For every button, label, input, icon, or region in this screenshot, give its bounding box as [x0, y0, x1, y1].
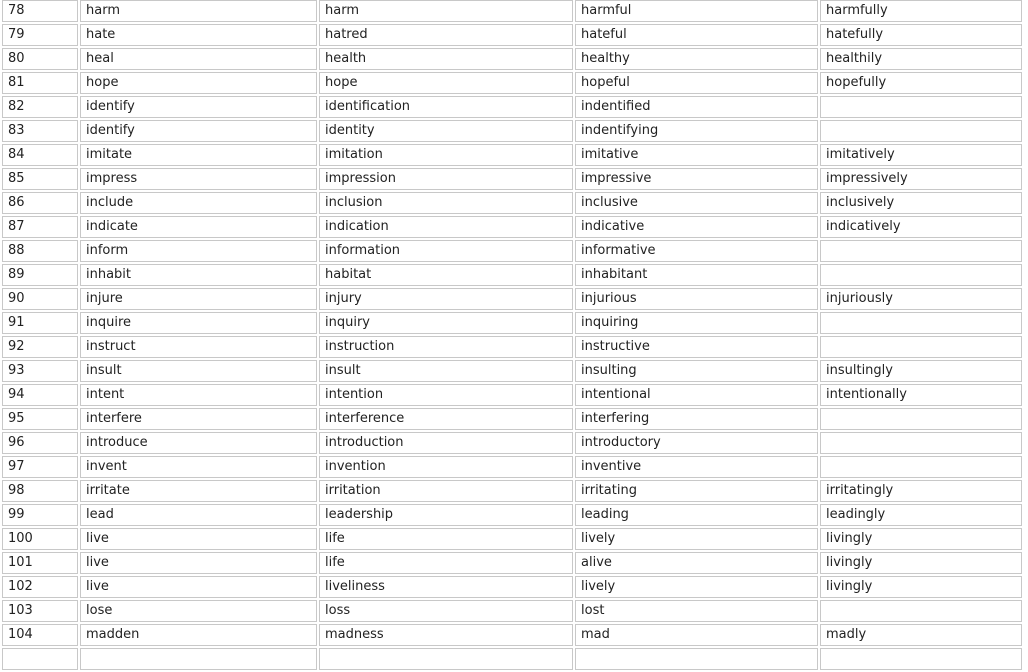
table-row [2, 240, 1022, 262]
adverb-cell: livingly [820, 576, 1022, 598]
table-row [2, 120, 1022, 142]
table-row [2, 312, 1022, 334]
table-row [2, 504, 1022, 526]
noun-cell: intention [319, 384, 573, 406]
word-forms-table-body [2, 0, 1022, 670]
verb-cell: injure [80, 288, 317, 310]
table-row [2, 264, 1022, 286]
row-number-cell: 94 [2, 384, 78, 406]
adjective-cell: irritating [575, 480, 818, 502]
table-row [2, 168, 1022, 190]
row-number-cell: 83 [2, 120, 78, 142]
table-row [2, 192, 1022, 214]
row-number-cell: 91 [2, 312, 78, 334]
adverb-cell: inclusively [820, 192, 1022, 214]
adjective-cell: harmful [575, 0, 818, 22]
adverb-cell [820, 312, 1022, 334]
adjective-cell: hopeful [575, 72, 818, 94]
adverb-cell: livingly [820, 552, 1022, 574]
verb-cell: harm [80, 0, 317, 22]
verb-cell: identify [80, 96, 317, 118]
adjective-cell: lively [575, 576, 818, 598]
row-number-cell: 84 [2, 144, 78, 166]
row-number-cell: 104 [2, 624, 78, 646]
noun-cell: loss [319, 600, 573, 622]
row-number-cell: 81 [2, 72, 78, 94]
noun-cell: inclusion [319, 192, 573, 214]
row-number-cell: 98 [2, 480, 78, 502]
verb-cell: inform [80, 240, 317, 262]
table-row [2, 216, 1022, 238]
row-number-cell: 88 [2, 240, 78, 262]
noun-cell [319, 648, 573, 670]
adverb-cell: injuriously [820, 288, 1022, 310]
adverb-cell: insultingly [820, 360, 1022, 382]
row-number-cell: 85 [2, 168, 78, 190]
adverb-cell [820, 240, 1022, 262]
noun-cell: invention [319, 456, 573, 478]
adverb-cell [820, 408, 1022, 430]
adverb-cell: leadingly [820, 504, 1022, 526]
adjective-cell: impressive [575, 168, 818, 190]
row-number-cell: 78 [2, 0, 78, 22]
table-row [2, 576, 1022, 598]
table-row [2, 408, 1022, 430]
verb-cell: introduce [80, 432, 317, 454]
row-number-cell: 103 [2, 600, 78, 622]
adjective-cell: injurious [575, 288, 818, 310]
noun-cell: identification [319, 96, 573, 118]
adjective-cell: indicative [575, 216, 818, 238]
adverb-cell: intentionally [820, 384, 1022, 406]
table-row [2, 432, 1022, 454]
row-number-cell: 96 [2, 432, 78, 454]
adjective-cell: indentified [575, 96, 818, 118]
adverb-cell: healthily [820, 48, 1022, 70]
verb-cell: live [80, 552, 317, 574]
noun-cell: irritation [319, 480, 573, 502]
adverb-cell: harmfully [820, 0, 1022, 22]
verb-cell: impress [80, 168, 317, 190]
adjective-cell: insulting [575, 360, 818, 382]
row-number-cell: 93 [2, 360, 78, 382]
row-number-cell: 101 [2, 552, 78, 574]
verb-cell: madden [80, 624, 317, 646]
table-row [2, 456, 1022, 478]
verb-cell [80, 648, 317, 670]
adjective-cell: intentional [575, 384, 818, 406]
table-row [2, 648, 1022, 670]
adjective-cell: inhabitant [575, 264, 818, 286]
adjective-cell: healthy [575, 48, 818, 70]
adverb-cell: impressively [820, 168, 1022, 190]
verb-cell: live [80, 576, 317, 598]
noun-cell: life [319, 528, 573, 550]
row-number-cell: 95 [2, 408, 78, 430]
verb-cell: interfere [80, 408, 317, 430]
adjective-cell: indentifying [575, 120, 818, 142]
adverb-cell: indicatively [820, 216, 1022, 238]
adjective-cell [575, 648, 818, 670]
verb-cell: insult [80, 360, 317, 382]
verb-cell: irritate [80, 480, 317, 502]
noun-cell: habitat [319, 264, 573, 286]
row-number-cell: 86 [2, 192, 78, 214]
row-number-cell: 79 [2, 24, 78, 46]
table-row [2, 96, 1022, 118]
adverb-cell [820, 96, 1022, 118]
noun-cell: hatred [319, 24, 573, 46]
noun-cell: instruction [319, 336, 573, 358]
table-row [2, 384, 1022, 406]
adjective-cell: inclusive [575, 192, 818, 214]
noun-cell: inquiry [319, 312, 573, 334]
noun-cell: insult [319, 360, 573, 382]
noun-cell: liveliness [319, 576, 573, 598]
adverb-cell: livingly [820, 528, 1022, 550]
adverb-cell [820, 456, 1022, 478]
adverb-cell [820, 432, 1022, 454]
noun-cell: information [319, 240, 573, 262]
verb-cell: identify [80, 120, 317, 142]
adjective-cell: interfering [575, 408, 818, 430]
adjective-cell: informative [575, 240, 818, 262]
adverb-cell: hopefully [820, 72, 1022, 94]
noun-cell: imitation [319, 144, 573, 166]
verb-cell: include [80, 192, 317, 214]
adverb-cell [820, 336, 1022, 358]
table-row [2, 0, 1022, 22]
verb-cell: intent [80, 384, 317, 406]
noun-cell: health [319, 48, 573, 70]
verb-cell: indicate [80, 216, 317, 238]
verb-cell: lead [80, 504, 317, 526]
adjective-cell: inquiring [575, 312, 818, 334]
adverb-cell: hatefully [820, 24, 1022, 46]
row-number-cell: 100 [2, 528, 78, 550]
row-number-cell: 80 [2, 48, 78, 70]
adverb-cell [820, 264, 1022, 286]
adjective-cell: imitative [575, 144, 818, 166]
table-row [2, 144, 1022, 166]
row-number-cell: 90 [2, 288, 78, 310]
table-row [2, 552, 1022, 574]
adverb-cell [820, 600, 1022, 622]
adverb-cell: imitatively [820, 144, 1022, 166]
row-number-cell [2, 648, 78, 670]
verb-cell: inhabit [80, 264, 317, 286]
adjective-cell: lively [575, 528, 818, 550]
adverb-cell: madly [820, 624, 1022, 646]
table-row [2, 480, 1022, 502]
noun-cell: injury [319, 288, 573, 310]
noun-cell: hope [319, 72, 573, 94]
table-row [2, 48, 1022, 70]
row-number-cell: 97 [2, 456, 78, 478]
adjective-cell: inventive [575, 456, 818, 478]
adjective-cell: instructive [575, 336, 818, 358]
noun-cell: interference [319, 408, 573, 430]
adjective-cell: introductory [575, 432, 818, 454]
table-row [2, 600, 1022, 622]
adjective-cell: mad [575, 624, 818, 646]
row-number-cell: 102 [2, 576, 78, 598]
adjective-cell: lost [575, 600, 818, 622]
verb-cell: hate [80, 24, 317, 46]
table-row [2, 336, 1022, 358]
noun-cell: leadership [319, 504, 573, 526]
row-number-cell: 82 [2, 96, 78, 118]
noun-cell: introduction [319, 432, 573, 454]
verb-cell: imitate [80, 144, 317, 166]
noun-cell: madness [319, 624, 573, 646]
table-row [2, 360, 1022, 382]
verb-cell: inquire [80, 312, 317, 334]
row-number-cell: 92 [2, 336, 78, 358]
noun-cell: impression [319, 168, 573, 190]
table-row [2, 528, 1022, 550]
noun-cell: life [319, 552, 573, 574]
noun-cell: harm [319, 0, 573, 22]
adjective-cell: hateful [575, 24, 818, 46]
adjective-cell: leading [575, 504, 818, 526]
verb-cell: invent [80, 456, 317, 478]
verb-cell: heal [80, 48, 317, 70]
adverb-cell [820, 120, 1022, 142]
noun-cell: identity [319, 120, 573, 142]
row-number-cell: 87 [2, 216, 78, 238]
table-row [2, 72, 1022, 94]
verb-cell: live [80, 528, 317, 550]
table-row [2, 624, 1022, 646]
table-row [2, 24, 1022, 46]
verb-cell: instruct [80, 336, 317, 358]
noun-cell: indication [319, 216, 573, 238]
adverb-cell: irritatingly [820, 480, 1022, 502]
table-row [2, 288, 1022, 310]
verb-cell: lose [80, 600, 317, 622]
row-number-cell: 99 [2, 504, 78, 526]
adjective-cell: alive [575, 552, 818, 574]
adverb-cell [820, 648, 1022, 670]
row-number-cell: 89 [2, 264, 78, 286]
verb-cell: hope [80, 72, 317, 94]
